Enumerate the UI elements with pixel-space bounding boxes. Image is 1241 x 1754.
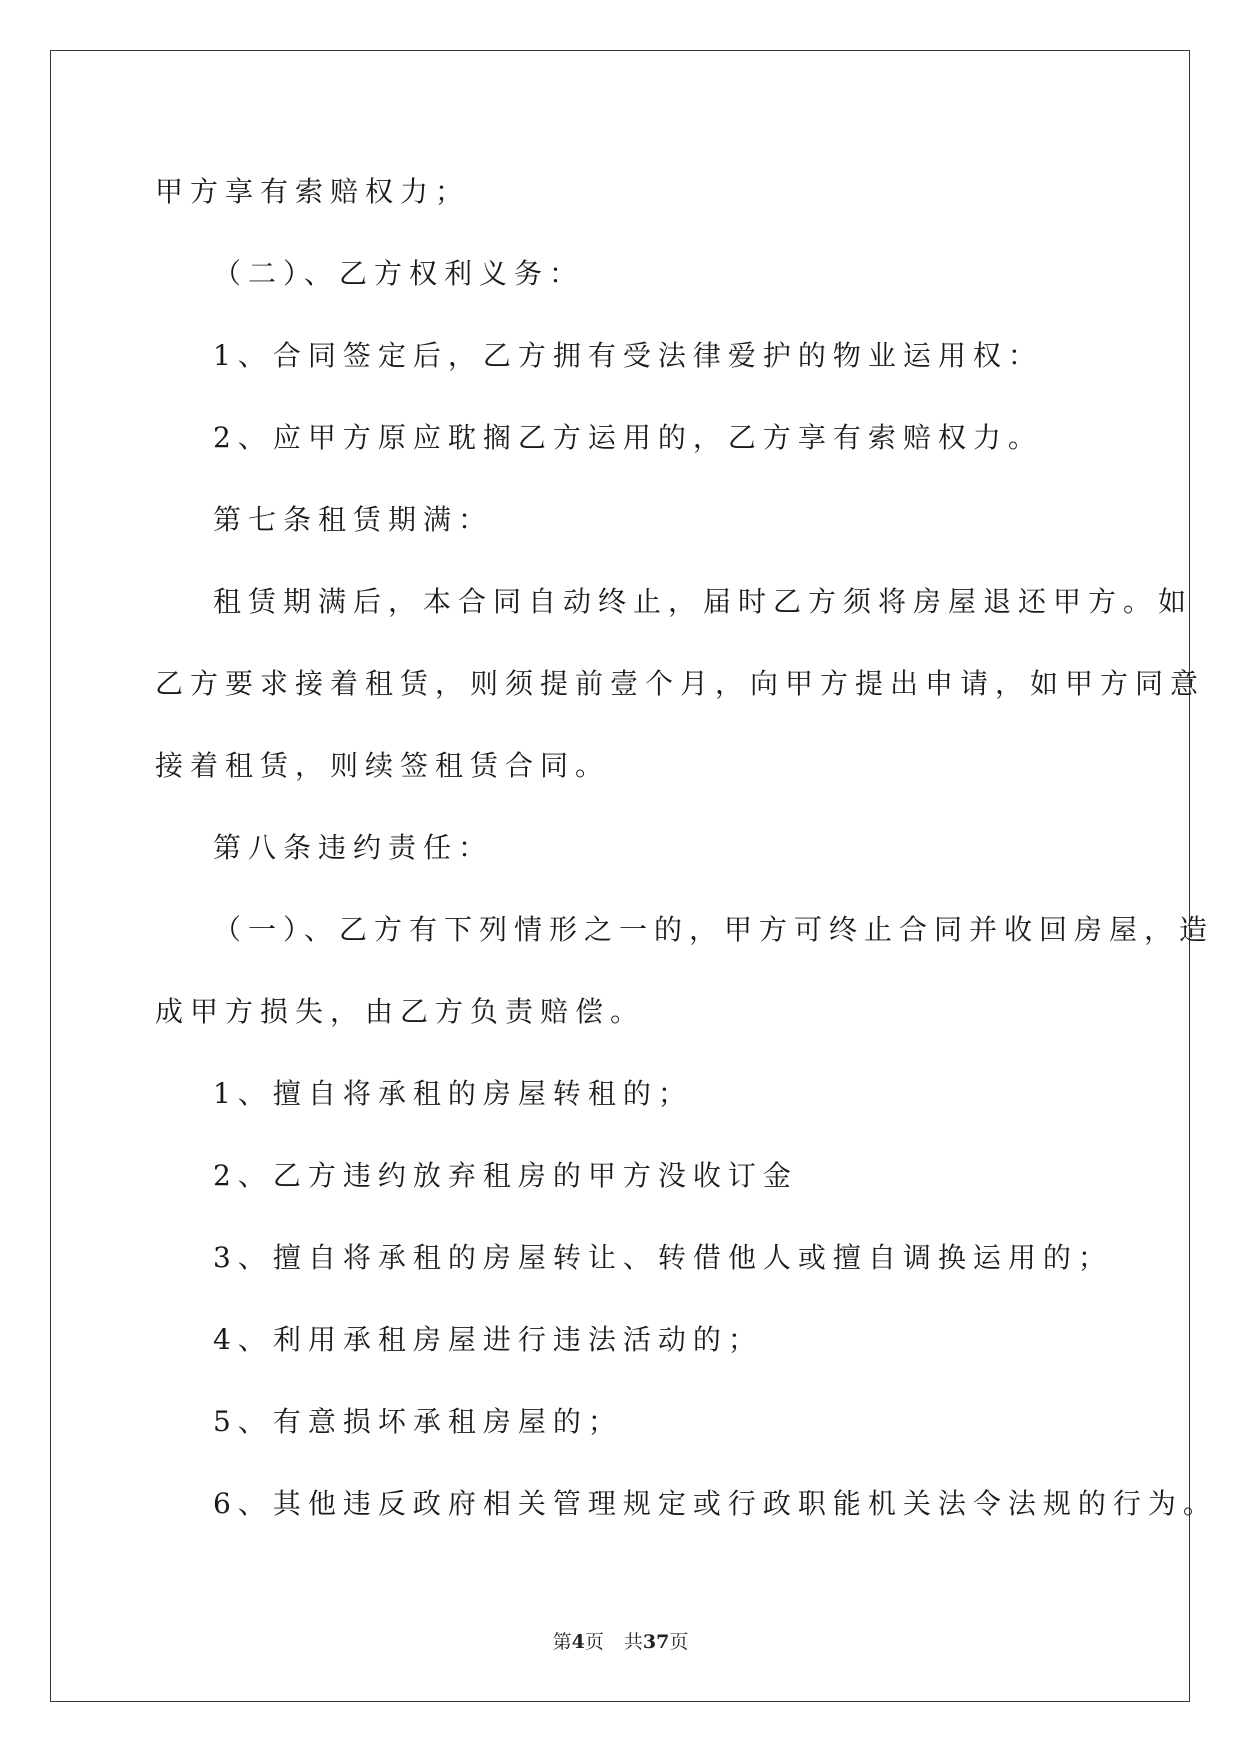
page-border — [50, 50, 1218, 1702]
article-heading: 第七条租赁期满： — [213, 503, 494, 536]
article-heading: 第八条违约责任： — [213, 831, 494, 864]
total-prefix: 共 — [623, 1631, 643, 1653]
list-item: 1、擅自将承租的房屋转租的； — [213, 1077, 693, 1110]
list-item: 2、应甲方原应耽搁乙方运用的，乙方享有索赔权力。 — [213, 421, 1043, 454]
list-item: 6、其他违反政府相关管理规定或行政职能机关法令法规的行为。 — [213, 1487, 1218, 1520]
section-heading: （二）、乙方权利义务： — [213, 257, 585, 290]
text-line: 甲方享有索赔权力； — [155, 175, 471, 208]
total-pages: 37 — [642, 1631, 670, 1653]
page-prefix: 第 — [552, 1631, 572, 1653]
page-number: 4 — [571, 1631, 585, 1653]
page-footer — [0, 1627, 1241, 1654]
text-line: 接着租赁，则续签租赁合同。 — [155, 749, 611, 782]
text-line: 乙方要求接着租赁，则须提前壹个月，向甲方提出申请，如甲方同意 — [155, 667, 1206, 700]
text-line: 成甲方损失，由乙方负责赔偿。 — [155, 995, 646, 1028]
list-item: 5、有意损坏承租房屋的； — [213, 1405, 623, 1438]
list-item: 1、合同签定后，乙方拥有受法律爱护的物业运用权： — [213, 339, 1043, 372]
list-item: 4、利用承租房屋进行违法活动的； — [213, 1323, 763, 1356]
text-line: （一）、乙方有下列情形之一的，甲方可终止合同并收回房屋，造 — [213, 913, 1215, 946]
page-suffix: 页 — [584, 1631, 604, 1653]
total-suffix: 页 — [669, 1631, 689, 1653]
list-item: 2、乙方违约放弃租房的甲方没收订金 — [213, 1159, 798, 1192]
text-line: 租赁期满后，本合同自动终止，届时乙方须将房屋退还甲方。如 — [213, 585, 1194, 618]
list-item: 3、擅自将承租的房屋转让、转借他人或擅自调换运用的； — [213, 1241, 1113, 1274]
